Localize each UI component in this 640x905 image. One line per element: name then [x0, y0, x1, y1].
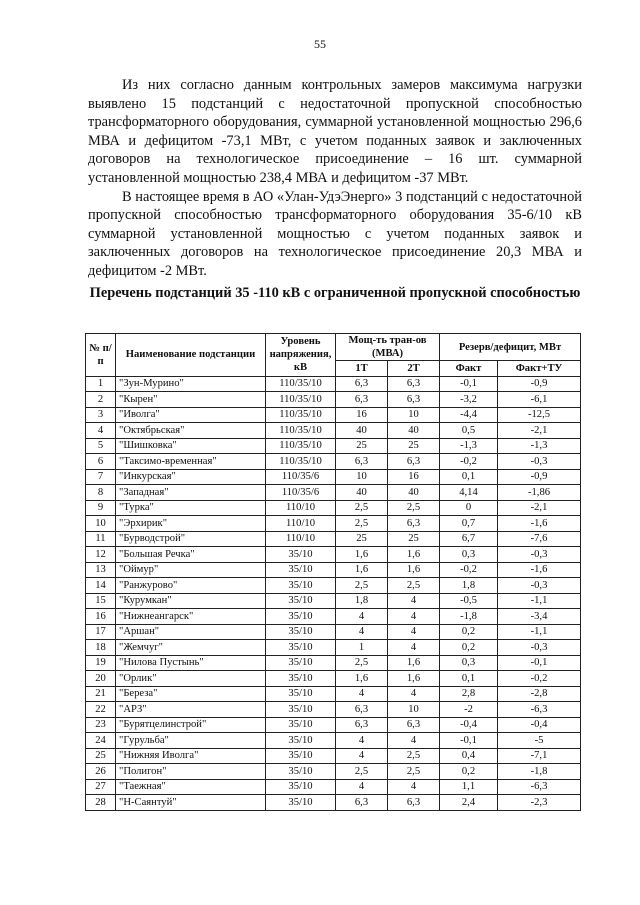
table-header-row-1	[86, 334, 581, 361]
cell-fact-tu: -2,1	[498, 423, 581, 439]
cell-voltage: 35/10	[266, 547, 336, 563]
cell-1t: 4	[336, 686, 388, 702]
cell-1t: 40	[336, 485, 388, 501]
cell-2t: 4	[388, 733, 440, 749]
cell-num: 13	[86, 562, 116, 578]
cell-voltage: 35/10	[266, 733, 336, 749]
table-row	[86, 500, 581, 516]
table-row	[86, 485, 581, 501]
table-row	[86, 593, 581, 609]
header-num: № п/п	[86, 334, 116, 377]
table-row	[86, 454, 581, 470]
substations-table	[85, 333, 581, 811]
cell-fact-tu: -3,4	[498, 609, 581, 625]
table-row	[86, 578, 581, 594]
cell-fact: 0,2	[440, 640, 498, 656]
cell-2t: 4	[388, 779, 440, 795]
cell-name: "Кырен"	[116, 392, 266, 408]
table-row	[86, 655, 581, 671]
table-row	[86, 547, 581, 563]
cell-name: "Бурводстрой"	[116, 531, 266, 547]
cell-1t: 1,8	[336, 593, 388, 609]
cell-name: "Полигон"	[116, 764, 266, 780]
cell-fact: 0,7	[440, 516, 498, 532]
cell-fact: -0,1	[440, 733, 498, 749]
cell-num: 24	[86, 733, 116, 749]
cell-1t: 16	[336, 407, 388, 423]
body-text	[88, 76, 582, 281]
cell-fact-tu: -1,86	[498, 485, 581, 501]
cell-fact: -0,5	[440, 593, 498, 609]
cell-fact-tu: -5	[498, 733, 581, 749]
cell-fact-tu: -6,1	[498, 392, 581, 408]
table-row	[86, 733, 581, 749]
cell-2t: 1,6	[388, 671, 440, 687]
cell-num: 25	[86, 748, 116, 764]
cell-fact: 0	[440, 500, 498, 516]
cell-fact-tu: -6,3	[498, 702, 581, 718]
cell-1t: 2,5	[336, 764, 388, 780]
cell-2t: 4	[388, 640, 440, 656]
cell-fact-tu: -2,8	[498, 686, 581, 702]
cell-num: 15	[86, 593, 116, 609]
cell-voltage: 110/10	[266, 531, 336, 547]
cell-2t: 4	[388, 624, 440, 640]
cell-2t: 4	[388, 609, 440, 625]
cell-2t: 4	[388, 593, 440, 609]
cell-name: "Шишковка"	[116, 438, 266, 454]
cell-fact-tu: -0,3	[498, 640, 581, 656]
cell-voltage: 110/35/10	[266, 407, 336, 423]
cell-2t: 10	[388, 702, 440, 718]
cell-voltage: 35/10	[266, 609, 336, 625]
cell-name: "Таежная"	[116, 779, 266, 795]
cell-num: 2	[86, 392, 116, 408]
table-row	[86, 376, 581, 392]
header-name: Наименование подстанции	[116, 334, 266, 377]
cell-num: 23	[86, 717, 116, 733]
cell-fact: -0,1	[440, 376, 498, 392]
cell-1t: 4	[336, 609, 388, 625]
cell-name: "Оймур"	[116, 562, 266, 578]
cell-voltage: 35/10	[266, 640, 336, 656]
header-reserve: Резерв/дефицит, МВт	[440, 334, 581, 361]
cell-name: "Орлик"	[116, 671, 266, 687]
cell-1t: 4	[336, 748, 388, 764]
cell-name: "АРЗ"	[116, 702, 266, 718]
cell-1t: 2,5	[336, 655, 388, 671]
cell-fact-tu: -0,9	[498, 469, 581, 485]
cell-fact: 2,8	[440, 686, 498, 702]
cell-1t: 6,3	[336, 392, 388, 408]
cell-fact: 0,3	[440, 655, 498, 671]
cell-1t: 4	[336, 779, 388, 795]
table-row	[86, 609, 581, 625]
cell-name: "Бурятцелинстрой"	[116, 717, 266, 733]
header-1t: 1Т	[336, 361, 388, 377]
cell-voltage: 35/10	[266, 764, 336, 780]
cell-2t: 6,3	[388, 454, 440, 470]
cell-num: 5	[86, 438, 116, 454]
cell-name: "Ранжурово"	[116, 578, 266, 594]
cell-fact-tu: -2,3	[498, 795, 581, 811]
cell-fact: 0,3	[440, 547, 498, 563]
table-row	[86, 392, 581, 408]
cell-voltage: 110/35/10	[266, 376, 336, 392]
cell-1t: 25	[336, 531, 388, 547]
cell-num: 22	[86, 702, 116, 718]
cell-fact: 0,1	[440, 469, 498, 485]
cell-fact-tu: -7,1	[498, 748, 581, 764]
cell-1t: 2,5	[336, 500, 388, 516]
cell-num: 27	[86, 779, 116, 795]
cell-voltage: 110/35/10	[266, 454, 336, 470]
cell-name: "Таксимо-временная"	[116, 454, 266, 470]
cell-name: "Большая Речка"	[116, 547, 266, 563]
cell-1t: 1	[336, 640, 388, 656]
cell-num: 18	[86, 640, 116, 656]
table-row	[86, 702, 581, 718]
cell-1t: 4	[336, 733, 388, 749]
cell-name: "Береза"	[116, 686, 266, 702]
cell-num: 28	[86, 795, 116, 811]
cell-voltage: 35/10	[266, 702, 336, 718]
cell-fact: -2	[440, 702, 498, 718]
table-row	[86, 779, 581, 795]
cell-name: "Курумкан"	[116, 593, 266, 609]
cell-num: 14	[86, 578, 116, 594]
cell-2t: 6,3	[388, 392, 440, 408]
cell-fact-tu: -0,2	[498, 671, 581, 687]
cell-fact-tu: -1,3	[498, 438, 581, 454]
table-row	[86, 671, 581, 687]
cell-1t: 6,3	[336, 454, 388, 470]
cell-2t: 1,6	[388, 562, 440, 578]
cell-name: "Жемчуг"	[116, 640, 266, 656]
cell-fact-tu: -1,8	[498, 764, 581, 780]
cell-1t: 1,6	[336, 547, 388, 563]
cell-2t: 6,3	[388, 717, 440, 733]
cell-fact: 4,14	[440, 485, 498, 501]
cell-fact-tu: -7,6	[498, 531, 581, 547]
cell-name: "Нижнеангарск"	[116, 609, 266, 625]
cell-fact-tu: -1,1	[498, 624, 581, 640]
cell-num: 3	[86, 407, 116, 423]
header-fact-tu: Факт+ТУ	[498, 361, 581, 377]
cell-voltage: 35/10	[266, 655, 336, 671]
cell-fact: 1,1	[440, 779, 498, 795]
cell-name: "Гурульба"	[116, 733, 266, 749]
cell-num: 10	[86, 516, 116, 532]
cell-fact-tu: -2,1	[498, 500, 581, 516]
cell-2t: 6,3	[388, 795, 440, 811]
cell-voltage: 110/35/10	[266, 423, 336, 439]
cell-voltage: 35/10	[266, 624, 336, 640]
cell-voltage: 35/10	[266, 779, 336, 795]
cell-2t: 1,6	[388, 547, 440, 563]
cell-name: "Н-Саянтуй"	[116, 795, 266, 811]
cell-2t: 10	[388, 407, 440, 423]
cell-fact: -3,2	[440, 392, 498, 408]
cell-2t: 4	[388, 686, 440, 702]
cell-voltage: 110/35/10	[266, 438, 336, 454]
table-row	[86, 516, 581, 532]
cell-1t: 6,3	[336, 376, 388, 392]
cell-voltage: 35/10	[266, 686, 336, 702]
cell-voltage: 110/10	[266, 500, 336, 516]
cell-fact: -4,4	[440, 407, 498, 423]
cell-num: 1	[86, 376, 116, 392]
cell-voltage: 35/10	[266, 717, 336, 733]
cell-name: "Иволга"	[116, 407, 266, 423]
cell-num: 19	[86, 655, 116, 671]
cell-name: "Эрхирик"	[116, 516, 266, 532]
cell-2t: 2,5	[388, 748, 440, 764]
cell-1t: 2,5	[336, 516, 388, 532]
table-row	[86, 438, 581, 454]
cell-name: "Западная"	[116, 485, 266, 501]
cell-num: 26	[86, 764, 116, 780]
table-row	[86, 469, 581, 485]
table-body	[86, 376, 581, 810]
table-row	[86, 764, 581, 780]
cell-name: "Аршан"	[116, 624, 266, 640]
paragraph-2: В настоящее время в АО «Улан-УдэЭнерго» 3 подстанций с недостаточной пропускной способностью трансформаторного оборудования 35-6/10 кВ суммарной установленной мощностью с учетом поданных заявок и заключенных договоров на технологическое присоединение 20,3 МВА и дефицитом -2 МВт.	[88, 188, 582, 279]
cell-num: 8	[86, 485, 116, 501]
cell-2t: 40	[388, 423, 440, 439]
cell-fact-tu: -1,6	[498, 516, 581, 532]
header-capacity: Мощ-ть тран-ов (МВА)	[336, 334, 440, 361]
cell-voltage: 110/10	[266, 516, 336, 532]
cell-fact-tu: -0,9	[498, 376, 581, 392]
cell-fact: -1,8	[440, 609, 498, 625]
cell-num: 4	[86, 423, 116, 439]
cell-1t: 6,3	[336, 702, 388, 718]
cell-1t: 1,6	[336, 562, 388, 578]
cell-2t: 2,5	[388, 764, 440, 780]
table-row	[86, 562, 581, 578]
header-2t: 2Т	[388, 361, 440, 377]
cell-1t: 4	[336, 624, 388, 640]
cell-1t: 10	[336, 469, 388, 485]
table-row	[86, 748, 581, 764]
table-row	[86, 407, 581, 423]
cell-fact-tu: -0,3	[498, 578, 581, 594]
cell-fact: 2,4	[440, 795, 498, 811]
cell-name: "Зун-Мурино"	[116, 376, 266, 392]
cell-fact: 0,4	[440, 748, 498, 764]
cell-fact-tu: -0,4	[498, 717, 581, 733]
cell-fact-tu: -0,3	[498, 547, 581, 563]
header-voltage: Уровень напряжения, кВ	[266, 334, 336, 377]
cell-num: 17	[86, 624, 116, 640]
table-row	[86, 423, 581, 439]
cell-fact: 6,7	[440, 531, 498, 547]
cell-1t: 40	[336, 423, 388, 439]
cell-1t: 6,3	[336, 795, 388, 811]
cell-fact: -1,3	[440, 438, 498, 454]
header-fact: Факт	[440, 361, 498, 377]
cell-fact: -0,2	[440, 454, 498, 470]
cell-2t: 1,6	[388, 655, 440, 671]
page-number: 55	[314, 37, 326, 51]
cell-voltage: 35/10	[266, 795, 336, 811]
cell-num: 12	[86, 547, 116, 563]
cell-fact-tu: -12,5	[498, 407, 581, 423]
cell-num: 21	[86, 686, 116, 702]
cell-fact-tu: -0,1	[498, 655, 581, 671]
cell-fact: 0,5	[440, 423, 498, 439]
table-row	[86, 531, 581, 547]
paragraph-1: Из них согласно данным контрольных замеров максимума нагрузки выявлено 15 подстанций с недостаточной пропускной способностью трансформаторного оборудования, суммарной установленной мощностью 296,6 МВА и дефицитом -73,1 МВт, с учетом поданных заявок и заключенных договоров на технологическое присоединение – 16 шт. суммарной установленной мощностью 238,4 МВА и дефицитом -37 МВт.	[88, 77, 582, 186]
cell-num: 11	[86, 531, 116, 547]
cell-2t: 25	[388, 438, 440, 454]
cell-voltage: 35/10	[266, 578, 336, 594]
cell-voltage: 110/35/6	[266, 485, 336, 501]
cell-1t: 25	[336, 438, 388, 454]
cell-num: 9	[86, 500, 116, 516]
cell-2t: 2,5	[388, 578, 440, 594]
cell-fact-tu: -1,1	[498, 593, 581, 609]
cell-name: "Турка"	[116, 500, 266, 516]
cell-name: "Инкурская"	[116, 469, 266, 485]
cell-2t: 40	[388, 485, 440, 501]
cell-num: 20	[86, 671, 116, 687]
cell-1t: 6,3	[336, 717, 388, 733]
cell-2t: 2,5	[388, 500, 440, 516]
cell-num: 6	[86, 454, 116, 470]
cell-name: "Нилова Пустынь"	[116, 655, 266, 671]
cell-num: 7	[86, 469, 116, 485]
cell-fact: -0,2	[440, 562, 498, 578]
cell-fact: 0,1	[440, 671, 498, 687]
cell-2t: 6,3	[388, 516, 440, 532]
cell-voltage: 110/35/6	[266, 469, 336, 485]
cell-name: "Октябрьская"	[116, 423, 266, 439]
cell-name: "Нижняя Иволга"	[116, 748, 266, 764]
cell-fact: 0,2	[440, 624, 498, 640]
cell-num: 16	[86, 609, 116, 625]
cell-voltage: 35/10	[266, 748, 336, 764]
cell-fact: 1,8	[440, 578, 498, 594]
table-row	[86, 795, 581, 811]
cell-2t: 25	[388, 531, 440, 547]
cell-2t: 6,3	[388, 376, 440, 392]
cell-voltage: 35/10	[266, 671, 336, 687]
cell-voltage: 110/35/10	[266, 392, 336, 408]
cell-1t: 1,6	[336, 671, 388, 687]
cell-fact-tu: -1,6	[498, 562, 581, 578]
cell-fact: -0,4	[440, 717, 498, 733]
table-row	[86, 686, 581, 702]
cell-voltage: 35/10	[266, 562, 336, 578]
table-row	[86, 624, 581, 640]
cell-voltage: 35/10	[266, 593, 336, 609]
cell-1t: 2,5	[336, 578, 388, 594]
table-row	[86, 640, 581, 656]
cell-2t: 16	[388, 469, 440, 485]
cell-fact: 0,2	[440, 764, 498, 780]
cell-fact-tu: -6,3	[498, 779, 581, 795]
table-row	[86, 717, 581, 733]
table-title: Перечень подстанций 35 -110 кВ с ограниченной пропускной способностью	[89, 285, 581, 301]
cell-fact-tu: -0,3	[498, 454, 581, 470]
